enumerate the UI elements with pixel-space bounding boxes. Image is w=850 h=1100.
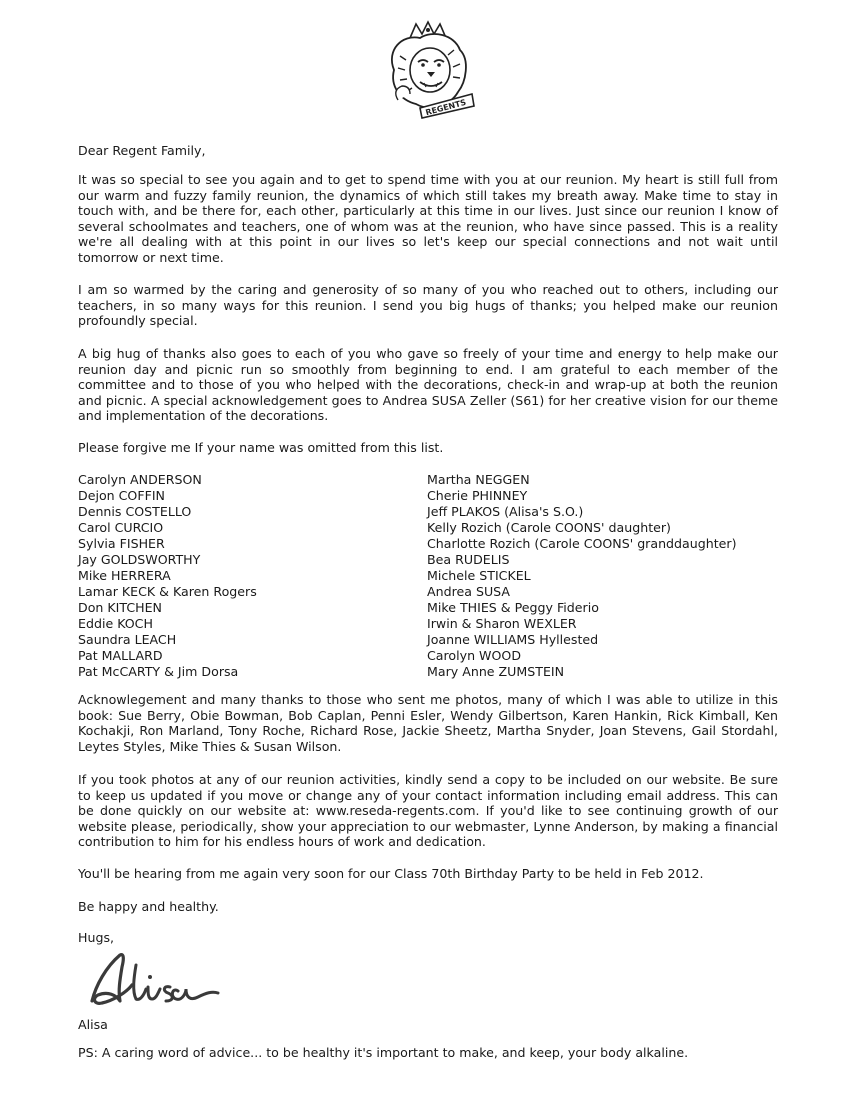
list-item: Jay GOLDSWORTHY	[78, 552, 201, 567]
paragraph: A big hug of thanks also goes to each of you who gave so freely of your time and energy to help make our reunion day and picnic run so smoothly from beginning to end. I am grateful to each member of the committee and to those of you who helped with the decorations, check-in and wrap-up at both the reunion and picnic. A special acknowledgement goes to Andrea SUSA Zeller (S61) for her creative vision for our theme and implementation of the decorations.	[78, 346, 778, 423]
list-item: Pat MALLARD	[78, 648, 163, 663]
list-item: Saundra LEACH	[78, 632, 177, 647]
list-item: Mike HERRERA	[78, 568, 171, 583]
list-item: Carolyn ANDERSON	[78, 472, 202, 487]
list-item: Charlotte Rozich (Carole COONS' granddaughter)	[427, 536, 737, 551]
list-item: Martha NEGGEN	[427, 472, 530, 487]
list-item: Irwin & Sharon WEXLER	[427, 616, 577, 631]
paragraph: It was so special to see you again and to get to spend time with you at our reunion. My heart is still full from our warm and fuzzy family reunion, the dynamics of which still takes my breath away. Make time to stay in touch with, and be there for, each other, particularly at this time in our lives. Just since our reunion I know of several schoolmates and teachers, one of whom was at the reunion, who have since passed. This is a reality we're all dealing with at this point in our lives so let's keep our special connections and not wait until tomorrow or next time.	[78, 172, 778, 265]
banner-text: REGENTS	[424, 97, 468, 118]
postscript: PS: A caring word of advice... to be healthy it's important to make, and keep, your body alkaline.	[78, 1045, 689, 1060]
paragraph: If you took photos at any of our reunion activities, kindly send a copy to be included on our website. Be sure to keep us updated if you move or change any of your contact information including email address. This can be done quickly on our website at: www.reseda-regents.com. If you'd like to see continuing growth of our website please, periodically, show your appreciation to our webmaster, Lynne Anderson, by making a financial contribution to him for his endless hours of work and dedication.	[78, 772, 778, 849]
list-item: Jeff PLAKOS (Alisa's S.O.)	[427, 504, 584, 519]
list-item: Dennis COSTELLO	[78, 504, 192, 519]
list-item: Carol CURCIO	[78, 520, 164, 535]
list-item: Kelly Rozich (Carole COONS' daughter)	[427, 520, 671, 535]
list-item: Dejon COFFIN	[78, 488, 165, 503]
list-item: Carolyn WOOD	[427, 648, 522, 663]
names-column-left	[78, 472, 257, 680]
handwritten-signature-icon	[86, 945, 226, 1015]
list-item: Andrea SUSA	[427, 584, 511, 599]
paragraph: You'll be hearing from me again very soon for our Class 70th Birthday Party to be held in Feb 2012.	[78, 866, 704, 881]
paragraph: Acknowlegement and many thanks to those who sent me photos, many of which I was able to utilize in this book: Sue Berry, Obie Bowman, Bob Caplan, Penni Esler, Wendy Gilbertson, Karen Hankin, Rick Kimball, Ken Kochakji, Ron Marland, Tony Roche, Richard Rose, Jackie Sheetz, Martha Snyder, Joan Stevens, Gail Stordahl, Leytes Styles, Mike Thies & Susan Wilson.	[78, 692, 778, 754]
list-item: Joanne WILLIAMS Hyllested	[427, 632, 599, 647]
regents-logo	[380, 20, 476, 120]
signer-name: Alisa	[78, 1017, 108, 1032]
paragraph: Please forgive me If your name was omitted from this list.	[78, 440, 444, 455]
salutation: Dear Regent Family,	[78, 143, 206, 158]
list-item: Cherie PHINNEY	[427, 488, 528, 503]
list-item: Eddie KOCH	[78, 616, 153, 631]
paragraph: I am so warmed by the caring and generosity of so many of you who reached out to others, including our teachers, in so many ways for this reunion. I send you big hugs of thanks; you helped make our reunion profoundly special.	[78, 282, 778, 328]
list-item: Bea RUDELIS	[427, 552, 510, 567]
signature	[86, 945, 226, 1015]
list-item: Michele STICKEL	[427, 568, 531, 583]
paragraph: Be happy and healthy.	[78, 899, 219, 914]
regents-lion-mascot-icon	[380, 20, 476, 120]
list-item: Mike THIES & Peggy Fiderio	[427, 600, 599, 615]
list-item: Lamar KECK & Karen Rogers	[78, 584, 257, 599]
list-item: Sylvia FISHER	[78, 536, 165, 551]
list-item: Pat McCARTY & Jim Dorsa	[78, 664, 239, 679]
names-column-right	[427, 472, 737, 680]
closing: Hugs,	[78, 930, 115, 945]
list-item: Don KITCHEN	[78, 600, 162, 615]
list-item: Mary Anne ZUMSTEIN	[427, 664, 565, 679]
